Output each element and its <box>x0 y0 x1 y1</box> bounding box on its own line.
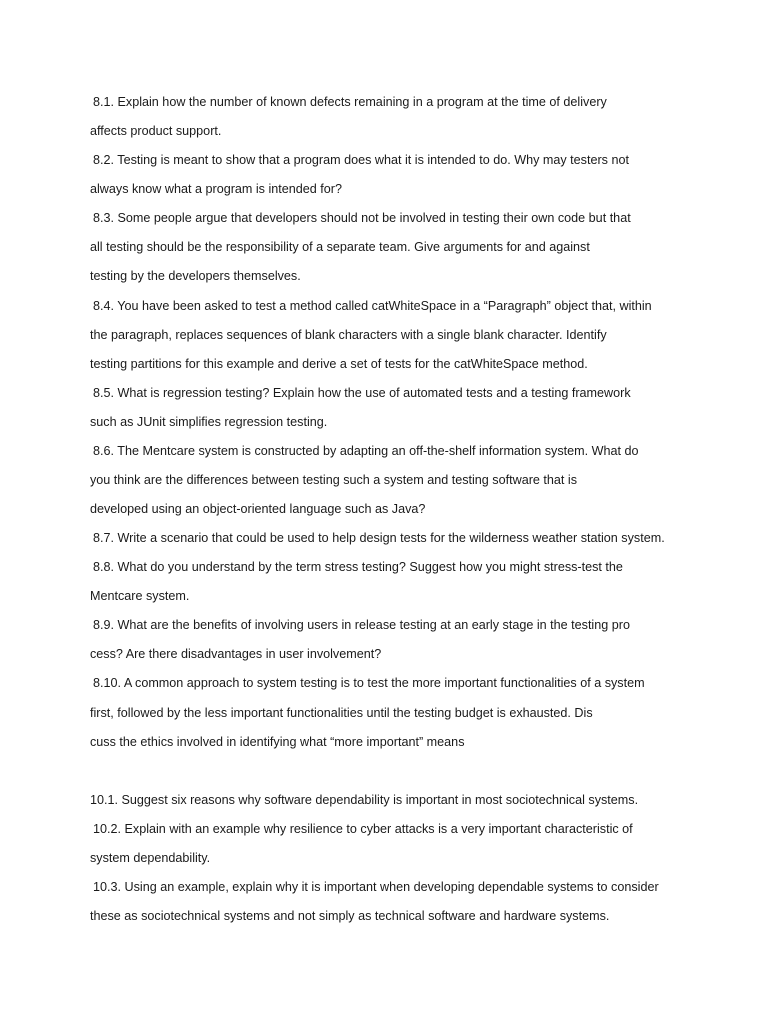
line-10-2-b: system dependability. <box>90 851 211 865</box>
line-8-6-c: developed using an object-oriented language such as Java? <box>90 502 426 516</box>
line-8-3-c: testing by the developers themselves. <box>90 269 301 283</box>
line-8-2-a: 8.2. Testing is meant to show that a program does what it is intended to do. Why may testers not <box>93 153 629 167</box>
line-8-2-b: always know what a program is intended for? <box>90 182 343 196</box>
line-8-5-b: such as JUnit simplifies regression testing. <box>90 415 328 429</box>
line-8-10-b: first, followed by the less important functionalities until the testing budget is exhausted. Dis <box>90 706 593 720</box>
line-8-8-b: Mentcare system. <box>90 589 190 603</box>
line-8-9-a: 8.9. What are the benefits of involving users in release testing at an early stage in the testing pro <box>93 618 630 632</box>
line-8-6-b: you think are the differences between testing such a system and testing software that is <box>90 473 577 487</box>
line-8-10-a: 8.10. A common approach to system testing is to test the more important functionalities of a system <box>93 676 645 690</box>
line-8-10-c: cuss the ethics involved in identifying what “more important” means <box>90 735 465 749</box>
line-10-1-a: 10.1. Suggest six reasons why software dependability is important in most sociotechnical systems. <box>90 793 639 807</box>
line-8-4-c: testing partitions for this example and derive a set of tests for the catWhiteSpace method. <box>90 357 588 371</box>
line-8-9-b: cess? Are there disadvantages in user involvement? <box>90 647 382 661</box>
line-8-4-a: 8.4. You have been asked to test a method called catWhiteSpace in a “Paragraph” object that, within <box>93 299 652 313</box>
line-8-1-b: affects product support. <box>90 124 222 138</box>
line-8-8-a: 8.8. What do you understand by the term stress testing? Suggest how you might stress-test the <box>93 560 623 574</box>
line-10-3-a: 10.3. Using an example, explain why it is important when developing dependable systems to consider <box>93 880 659 894</box>
line-8-5-a: 8.5. What is regression testing? Explain how the use of automated tests and a testing framework <box>93 386 631 400</box>
line-8-6-a: 8.6. The Mentcare system is constructed by adapting an off-the-shelf information system. What do <box>93 444 639 458</box>
line-8-3-a: 8.3. Some people argue that developers should not be involved in testing their own code but that <box>93 211 631 225</box>
line-10-2-a: 10.2. Explain with an example why resilience to cyber attacks is a very important characteristic of <box>93 822 633 836</box>
line-8-7-a: 8.7. Write a scenario that could be used to help design tests for the wilderness weather station system. <box>93 531 665 545</box>
line-8-3-b: all testing should be the responsibility of a separate team. Give arguments for and against <box>90 240 590 254</box>
line-8-1-a: 8.1. Explain how the number of known defects remaining in a program at the time of delivery <box>93 95 607 109</box>
line-8-4-b: the paragraph, replaces sequences of blank characters with a single blank character. Identify <box>90 328 607 342</box>
line-10-3-b: these as sociotechnical systems and not simply as technical software and hardware systems. <box>90 909 610 923</box>
